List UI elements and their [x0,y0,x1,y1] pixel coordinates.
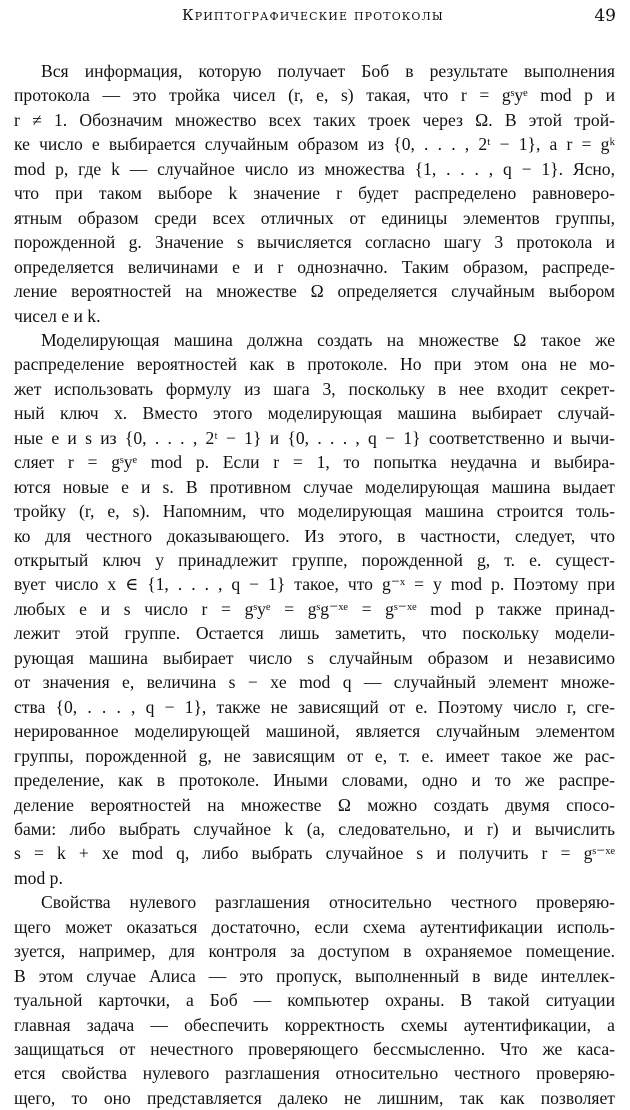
text-line: ства {0, . . . , q − 1}, также не зависящий от e. Поэтому число r, сге- [14,696,615,717]
text-line: вует число x ∈ {1, . . . , q − 1} такое, что g⁻ˣ = y mod p. Поэтому при [14,574,615,595]
text-line: протокола — это тройка чисел (r, e, s) такая, что r = gˢyᵉ mod p и [14,85,615,106]
text-line: ные e и s из {0, . . . , 2ᵗ − 1} и {0, . . . , q − 1} соответственно и вычи- [14,427,615,448]
chapter-title: Криптографические протоколы [182,6,444,24]
text-line: Моделирующая машина должна создать на множестве Ω такое же [41,329,615,350]
text-line: щего может оказаться достаточно, если схема аутентификации исполь- [14,916,615,937]
text-line: рующая машина выбирает число s случайным образом и независимо [14,647,615,668]
text-line: нерированное моделирующей машиной, является случайным элементом [14,721,615,742]
text-line: ются новые e и s. В противном случае моделирующая машина выдает [14,476,615,497]
text-line: распределение вероятностей как в протоколе. Но при этом она не мо- [14,354,615,375]
text-line: любых e и s число r = gˢyᵉ = gˢg⁻ˣᵉ = gˢ⁻ˣᵉ mod p также принад- [14,598,615,619]
text-line: щего, то оно представляется далеко не лишним, так как позволяет [14,1087,615,1108]
text-line: ке число e выбирается случайным образом из {0, . . . , 2ᵗ − 1}, а r = gᵏ [14,134,615,155]
text-line: s = k + xe mod q, либо выбрать случайное s и получить r = gˢ⁻ˣᵉ [14,843,615,864]
text-line: порожденной g. Значение s вычисляется согласно шагу 3 протокола и [14,232,615,253]
text-line: бами: либо выбрать случайное k (а, следовательно, и r) и вычислить [14,818,615,839]
text-line: ятным образом среди всех отличных от единицы элементов группы, [14,207,615,228]
text-line: от значения e, величина s − xe mod q — случайный элемент множе- [14,672,615,693]
text-line: чисел e и k. [14,305,101,326]
text-line: жет использовать формулу из шага 3, поскольку в нее входит секрет- [14,378,615,399]
text-line: ный ключ x. Вместо этого моделирующая машина выбирает случай- [14,403,615,424]
text-line: r ≠ 1. Обозначим множество всех таких троек через Ω. В этой трой- [14,109,615,130]
text-line: ется свойства нулевого разглашения относительно честного проверяю- [14,1063,615,1084]
text-line: ко для честного доказывающего. Из этого, в частности, следует, что [14,525,615,546]
page-number: 49 [594,6,616,26]
text-line: mod p, где k — случайное число из множества {1, . . . , q − 1}. Ясно, [14,158,615,179]
text-line: туальной карточки, а Боб — компьютер охраны. В такой ситуации [14,990,615,1011]
text-line: зуется, например, для контроля за доступом в охраняемое помещение. [14,941,615,962]
text-line: пределение, как в протоколе. Иными словами, одно и то же распре- [14,770,615,791]
text-line: В этом случае Алиса — это пропуск, выполненный в виде интеллек- [14,965,615,986]
text-line: что при таком выборе k значение r будет распределено равноверо- [14,183,615,204]
text-line: сляет r = gˢyᵉ mod p. Если r = 1, то попытка неудачна и выбира- [14,452,615,473]
text-line: деление вероятностей на множестве Ω можно создать двумя спосо- [14,794,615,815]
text-line: Свойства нулевого разглашения относительно честного проверяю- [41,892,615,913]
text-line: открытый ключ y принадлежит группе, порожденной g, т. е. сущест- [14,550,615,570]
text-line: ление вероятностей на множестве Ω определяется случайным выбором [14,281,615,302]
text-line: определяется величинами e и r однозначно. Таким образом, распреде- [14,256,615,277]
text-line: главная задача — обеспечить корректность схемы аутентификации, а [14,1014,615,1035]
text-line: лежит этой группе. Остается лишь заметить, что поскольку модели- [14,623,615,644]
text-line: группы, порожденной g, не зависящим от e, т. е. имеет такое же рас- [14,745,615,766]
text-line: Вся информация, которую получает Боб в результате выполнения [41,61,615,81]
running-header [28,6,616,32]
text-line: тройку (r, e, s). Напомним, что моделирующая машина строится толь- [14,501,615,522]
text-line: mod p. [14,867,63,888]
text-line: защищаться от нечестного проверяющего бессмысленно. Что же каса- [14,1039,615,1059]
